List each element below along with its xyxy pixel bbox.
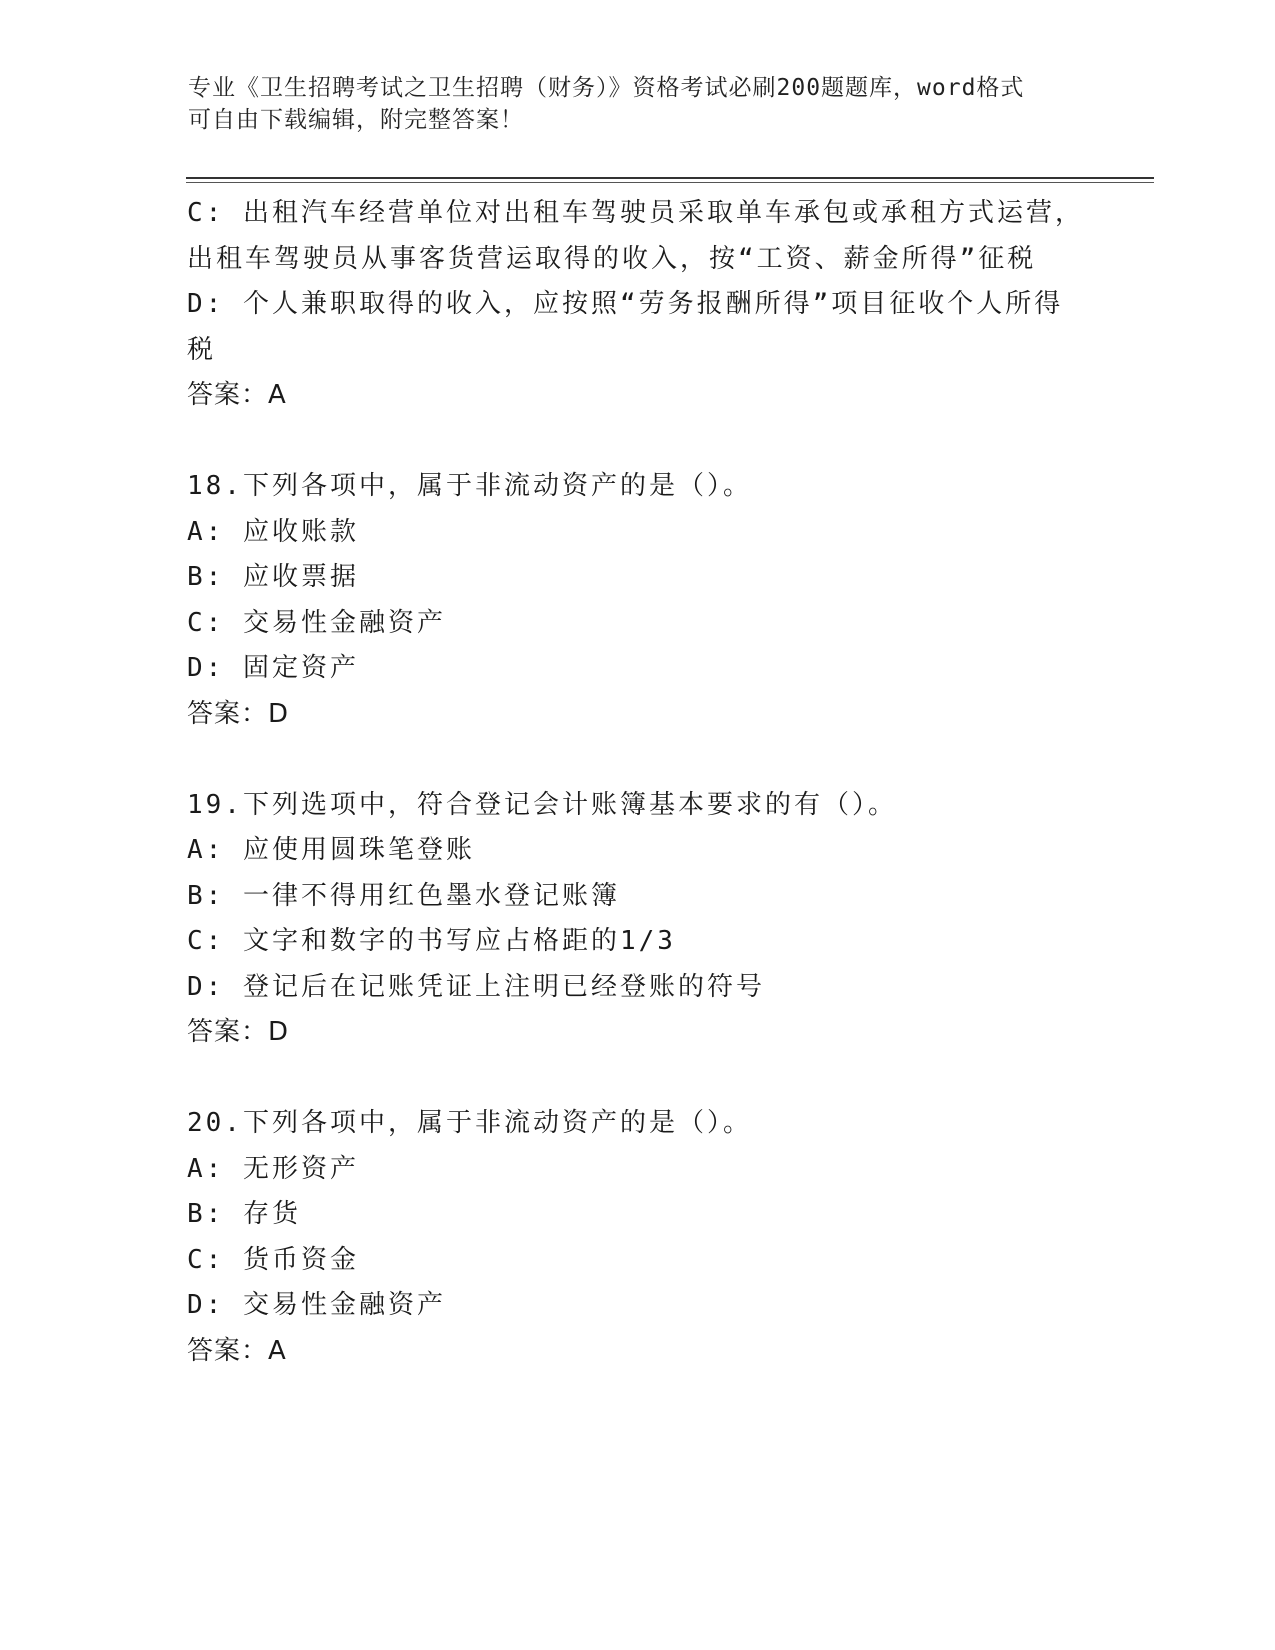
question-stem: 18.下列各项中，属于非流动资产的是（）。: [187, 471, 752, 501]
option-d-line-1: D: 个人兼职取得的收入，应按照“劳务报酬所得”项目征收个人所得: [187, 289, 1064, 319]
option-a: A: 应收账款: [187, 516, 359, 547]
option-c-line-2: 出租车驾驶员从事客货营运取得的收入，按“工资、薪金所得”征税: [187, 243, 1037, 274]
option-a: A: 应使用圆珠笔登账: [187, 835, 475, 865]
option-b: B: 存货: [187, 1199, 301, 1229]
spacer: [187, 737, 1077, 783]
answer-label: 答案：A: [187, 380, 287, 410]
option-c: C: 交易性金融资产: [187, 607, 446, 638]
spacer: [187, 419, 1077, 465]
option-c: C: 货币资金: [187, 1244, 359, 1275]
answer-label: 答案：D: [187, 698, 290, 729]
option-b: B: 一律不得用红色墨水登记账簿: [187, 880, 620, 911]
option-d: D: 登记后在记账凭证上注明已经登账的符号: [187, 971, 765, 1002]
option-b: B: 应收票据: [187, 562, 359, 592]
document-header: [188, 72, 1088, 136]
question-content: [187, 191, 1084, 1374]
answer-label: 答案：D: [187, 1017, 290, 1047]
option-d: D: 交易性金融资产: [187, 1290, 446, 1320]
question-stem: 20.下列各项中，属于非流动资产的是（）。: [187, 1108, 752, 1138]
header-line-2: 可自由下载编辑，附完整答案！: [188, 107, 524, 133]
option-d: D: 固定资产: [187, 653, 359, 683]
header-divider-thin: [186, 182, 1154, 183]
option-c: C: 文字和数字的书写应占格距的1/3: [187, 926, 676, 956]
option-c-line-1: C: 出租汽车经营单位对出租车驾驶员采取单车承包或承租方式运营，: [187, 198, 1084, 228]
option-a: A: 无形资产: [187, 1153, 359, 1184]
option-d-line-2: 税: [187, 334, 217, 365]
answer-label: 答案：A: [187, 1335, 287, 1366]
header-line-1: 专业《卫生招聘考试之卫生招聘（财务）》资格考试必刷200题题库，word格式: [188, 75, 1025, 101]
spacer: [187, 1056, 1077, 1102]
header-divider-thick: [186, 177, 1154, 179]
question-stem: 19.下列选项中，符合登记会计账簿基本要求的有（）。: [187, 789, 897, 820]
